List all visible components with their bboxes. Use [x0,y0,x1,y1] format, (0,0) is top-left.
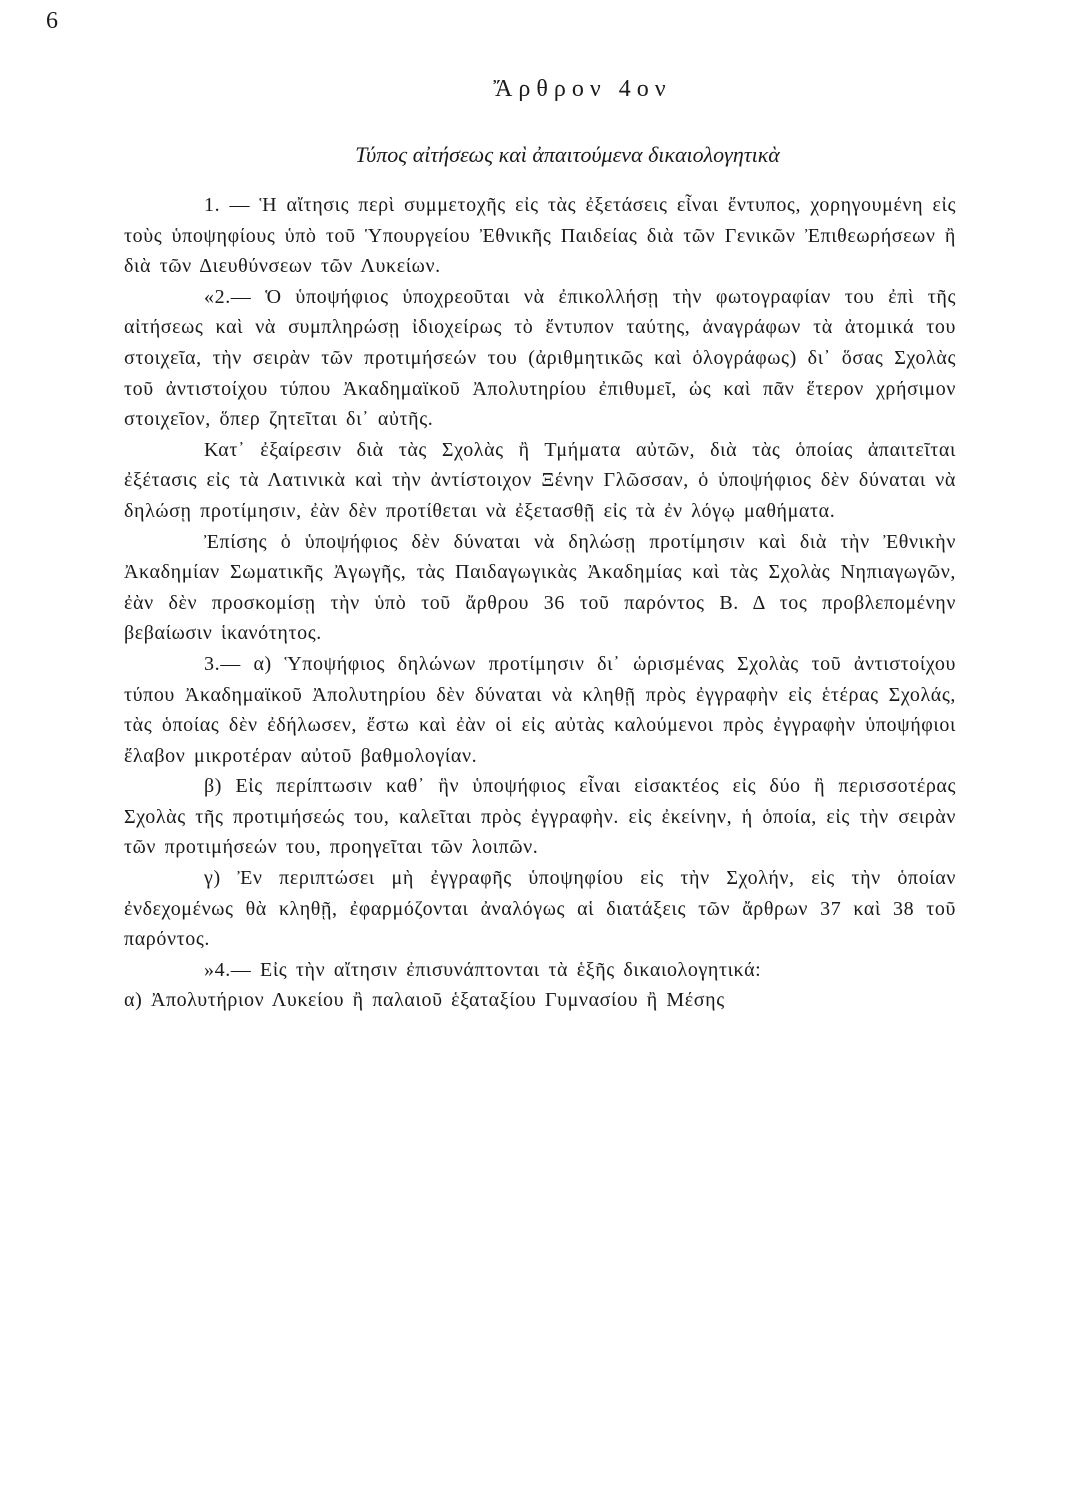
page-number: 6 [46,8,58,34]
paragraph-1: 1. — Ἡ αἴτησις περὶ συμμετοχῆς εἰς τὰς ἐξετάσεις εἶναι ἔντυπος, χορηγουμένη εἰς τοὺς ὑποψηφίους ὑπὸ τοῦ Ὑπουργείου Ἐθνικῆς Παιδείας διὰ τῶν Γενικῶν Ἐπιθεωρήσεων ἢ διὰ τῶν Διευθύνσεων τῶν Λυκείων. [124,194,956,278]
article-body [124,190,956,1016]
paragraph-2: «2.— Ὁ ὑποψήφιος ὑποχρεοῦται νὰ ἐπικολλήσῃ τὴν φωτογραφίαν του ἐπὶ τῆς αἰτήσεως καὶ νὰ συμπληρώσῃ ἰδιοχείρως τὸ ἔντυπον ταύτης, ἀναγράφων τὰ ἀτομικά του στοιχεῖα, τὴν σειρὰν τῶν προτιμήσεών του (ἀριθμητικῶς καὶ ὁλογράφως) δι᾿ ὅσας Σχολὰς τοῦ ἀντιστοίχου τύπου Ἀκαδημαϊκοῦ Ἀπολυτηρίου ἐπιθυμεῖ, ὡς καὶ πᾶν ἕτερον χρήσιμον στοιχεῖον, ὅπερ ζητεῖται δι᾿ αὐτῆς. [124,285,956,431]
article-title: Ἄρθρον 4ον [493,76,672,102]
paragraph-9: α) Ἀπολυτήριον Λυκείου ἢ παλαιοῦ ἑξαταξίου Γυμνασίου ἢ Μέσης [124,989,725,1012]
paragraph-7: γ) Ἐν περιπτώσει μὴ ἐγγραφῆς ὑποψηφίου εἰς τὴν Σχολήν, εἰς τὴν ὁποίαν ἐνδεχομένως θὰ κληθῇ, ἐφαρμόζονται ἀναλόγως αἱ διατάξεις τῶν ἄρθρων 37 καὶ 38 τοῦ παρόντος. [124,867,956,951]
paragraph-6: β) Εἰς περίπτωσιν καθ᾿ ἣν ὑποψήφιος εἶναι εἰσακτέος εἰς δύο ἢ περισσοτέρας Σχολὰς τῆς προτιμήσεώς του, καλεῖται πρὸς ἐγγραφὴν. εἰς ἐκείνην, ἡ ὁποία, εἰς τὴν σειρὰν τῶν προτιμήσεών του, προηγεῖται τῶν λοιπῶν. [124,775,956,859]
paragraph-4: Ἐπίσης ὁ ὑποψήφιος δὲν δύναται νὰ δηλώσῃ προτίμησιν καὶ διὰ τὴν Ἐθνικὴν Ἀκαδημίαν Σωματικῆς Ἀγωγῆς, τὰς Παιδαγωγικὰς Ἀκαδημίας καὶ τὰς Σχολὰς Νηπιαγωγῶν, ἐὰν δὲν προσκομίσῃ τὴν ὑπὸ τοῦ ἄρθρου 36 τοῦ παρόντος Β. Δ τος προβλεπομένην βεβαίωσιν ἱκανότητος. [124,530,956,645]
paragraph-5: 3.— α) Ὑποψήφιος δηλώνων προτίμησιν δι᾿ ὡρισμένας Σχολὰς τοῦ ἀντιστοίχου τύπου Ἀκαδημαϊκοῦ Ἀπολυτηρίου δὲν δύναται νὰ κληθῇ πρὸς ἐγγραφὴν εἰς ἑτέρας Σχολάς, τὰς ὁποίας δὲν ἐδήλωσεν, ἔστω καὶ ἐὰν οἱ εἰς αὐτὰς καλούμενοι πρὸς ἐγγραφὴν ὑποψήφιοι ἔλαβον μικροτέραν αὐτοῦ βαθμολογίαν. [124,652,956,767]
paragraph-8: »4.— Εἰς τὴν αἴτησιν ἐπισυνάπτονται τὰ ἑξῆς δικαιολογητικά: [204,958,762,981]
paragraph-3: Κατ᾿ ἐξαίρεσιν διὰ τὰς Σχολὰς ἢ Τμήματα αὐτῶν, διὰ τὰς ὁποίας ἀπαιτεῖται ἐξέτασις εἰς τὰ Λατινικὰ καὶ τὴν ἀντίστοιχον Ξένην Γλῶσσαν, ὁ ὑποψήφιος δὲν δύναται νὰ δηλώσῃ προτίμησιν, ἐὰν δὲν προτίθεται νὰ ἐξετασθῇ εἰς τὰ ἐν λόγῳ μαθήματα. [124,438,956,522]
article-subtitle: Τύπος αἰτήσεως καὶ ἀπαιτούμενα δικαιολογητικὰ [355,142,780,167]
